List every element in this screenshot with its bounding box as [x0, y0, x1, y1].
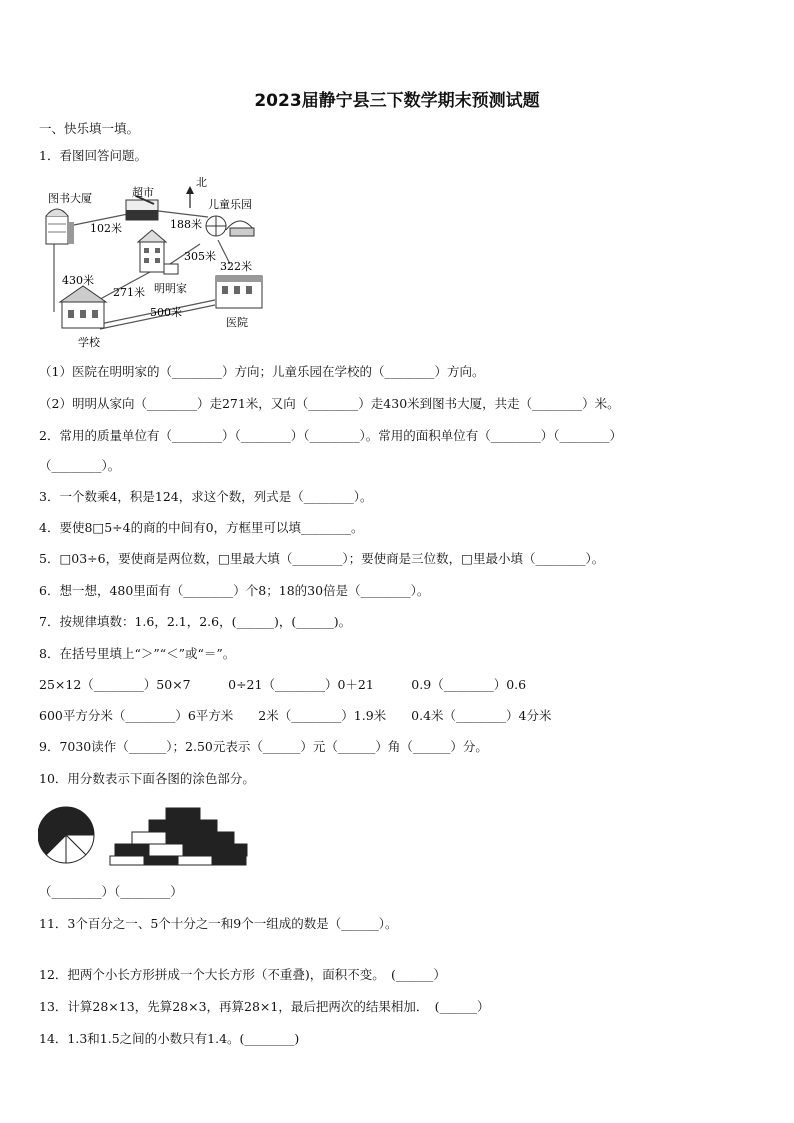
park-label: 儿童乐园 [208, 198, 252, 211]
hospital-building-icon [216, 276, 262, 308]
library-building-icon [46, 209, 74, 244]
question-3: 3．一个数乘4，积是124，求这个数，列式是（________）。 [39, 489, 373, 504]
north-label: 北 [196, 176, 207, 189]
question-4: 4．要使8□5÷4的商的中间有0，方框里可以填________。 [39, 520, 364, 535]
question-2-line-2: （________）。 [39, 458, 121, 473]
question-1-1: （1）医院在明明家的（________）方向；儿童乐园在学校的（________）方向。 [39, 364, 485, 379]
question-14: 14．1.3和1.5之间的小数只有1.4。(________) [39, 1031, 300, 1046]
park-ferris-wheel-icon [206, 216, 254, 236]
question-2-line-1: 2．常用的质量单位有（________）（________）（________）。常用的面积单位有（________）（________） [39, 428, 622, 443]
distance-430: 430米 [62, 274, 94, 287]
question-13: 13．计算28×13，先算28×3，再算28×1，最后把两次的结果相加． (______） [39, 999, 490, 1014]
question-5: 5．□03÷6，要使商是两位数，□里最大填（________）；要使商是三位数，□里最小填（________）。 [39, 551, 605, 566]
distance-305: 305米 [184, 250, 216, 263]
home-label: 明明家 [154, 282, 187, 295]
shaded-bricks-figure [110, 808, 247, 865]
question-8: 8．在括号里填上“＞”“＜”或“＝”。 [39, 646, 236, 661]
distance-188: 188米 [170, 218, 202, 231]
question-1-2: （2）明明从家向（________）走271米，又向（________）走430米到图书大厦，共走（________）米。 [39, 396, 620, 411]
north-arrow-icon [186, 186, 194, 208]
question-1: 1．看图回答问题。 [39, 148, 147, 163]
question-10-answers: （________）（________） [39, 884, 183, 899]
question-10: 10．用分数表示下面各图的涂色部分。 [39, 771, 255, 786]
hospital-label: 医院 [226, 316, 248, 329]
question-9: 9．7030读作（______）；2.50元表示（______）元（______）角（______）分。 [39, 739, 488, 754]
supermarket-building-icon [126, 196, 158, 220]
school-building-icon [60, 286, 106, 328]
map-figure [40, 172, 270, 350]
question-11: 11．3个百分之一、5个十分之一和9个一组成的数是（______）。 [39, 916, 398, 931]
distance-322: 322米 [220, 260, 252, 273]
question-8-row-2: 600平方分米（________）6平方米 2米（________）1.9米 0.4米（________）4分米 [39, 708, 552, 723]
question-7: 7．按规律填数：1.6，2.1，2.6，(______)，(______)。 [39, 614, 352, 629]
distance-500: 500米 [150, 306, 182, 319]
question-6: 6．想一想，480里面有（________）个8；18的30倍是（________）。 [39, 583, 430, 598]
supermarket-label: 超市 [132, 186, 154, 199]
home-building-icon [138, 230, 178, 274]
question-12: 12．把两个小长方形拼成一个大长方形（不重叠)，面积不变。 (______） [39, 967, 446, 982]
shaded-circle-figure [38, 807, 94, 863]
school-label: 学校 [78, 336, 100, 349]
fraction-figures [38, 802, 250, 866]
distance-102: 102米 [90, 222, 122, 235]
library-label: 图书大厦 [48, 192, 92, 205]
page-title: 2023届静宁县三下数学期末预测试题 [254, 91, 540, 111]
distance-271: 271米 [113, 286, 145, 299]
section-heading-1: 一、快乐填一填。 [39, 121, 140, 136]
question-8-row-1: 25×12（________）50×7 0÷21（________）0＋21 0.9（________）0.6 [39, 677, 527, 692]
